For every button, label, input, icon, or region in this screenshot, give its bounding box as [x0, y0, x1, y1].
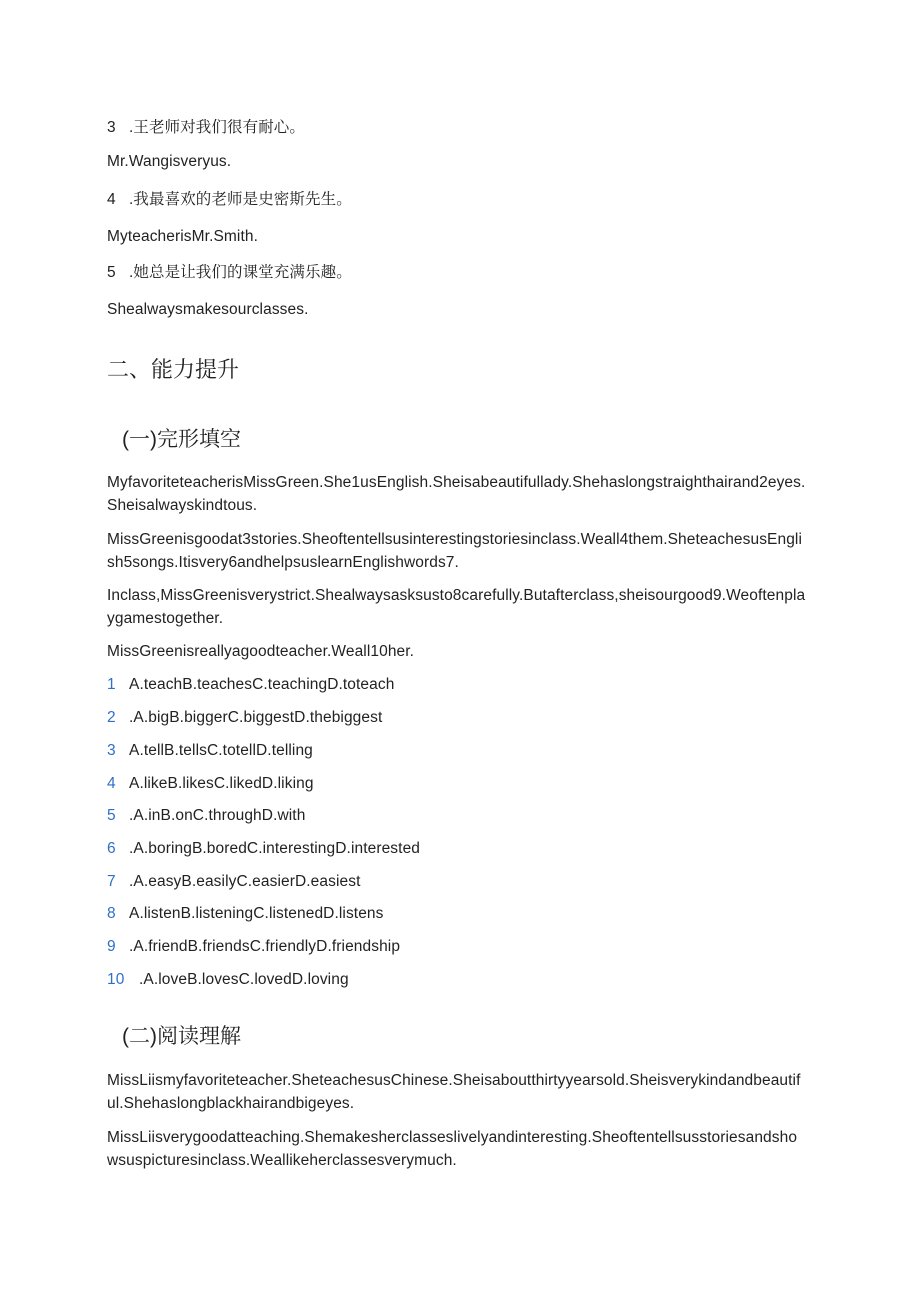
option-number: 2: [107, 709, 116, 726]
section-title: 二、能力提升: [107, 357, 240, 382]
option-row: [107, 804, 305, 827]
option-text: .A.inB.onC.throughD.with: [129, 807, 306, 824]
option-text: .A.loveB.lovesC.lovedD.loving: [139, 971, 349, 988]
translation-item-5-chinese: [107, 261, 352, 284]
option-number: 6: [107, 840, 116, 857]
option-number: 1: [107, 676, 116, 693]
option-number: 4: [107, 775, 116, 792]
option-row: [107, 772, 314, 795]
option-row: [107, 935, 400, 958]
cloze-paragraph: MyfavoriteteacherisMissGreen.She1usEnglish.Sheisabeautifullady.Shehaslongstraighthairand2eyes.Sheisalwayskindtous.: [107, 474, 806, 514]
option-number: 3: [107, 742, 116, 759]
option-number: 8: [107, 905, 116, 922]
option-text: A.teachB.teachesC.teachingD.toteach: [129, 676, 395, 693]
chinese-sentence: .她总是让我们的课堂充满乐趣。: [129, 264, 352, 281]
option-text: A.listenB.listeningC.listenedD.listens: [129, 905, 384, 922]
option-row: [107, 837, 420, 860]
option-text: .A.friendB.friendsC.friendlyD.friendship: [129, 938, 401, 955]
reading-paragraph: MissLiismyfavoriteteacher.SheteachesusChinese.Sheisaboutthirtyyearsold.Sheisverykindandbeautiful.Shehaslongblackhairandbigeyes.: [107, 1072, 801, 1112]
option-text: A.likeB.likesC.likedD.liking: [129, 775, 314, 792]
chinese-sentence: .王老师对我们很有耐心。: [129, 119, 306, 136]
option-row: [107, 902, 384, 925]
translation-item-3-chinese: [107, 116, 305, 139]
translation-item-3-english: Mr.Wangisveryus.: [107, 153, 232, 170]
translation-item-4-english: MyteacherisMr.Smith.: [107, 228, 259, 245]
item-number: 4: [107, 191, 116, 208]
chinese-sentence: .我最喜欢的老师是史密斯先生。: [129, 191, 352, 208]
option-text: .A.boringB.boredC.interestingD.interested: [129, 840, 421, 857]
cloze-paragraph: MissGreenisreallyagoodteacher.Weall10her.: [107, 643, 415, 660]
cloze-paragraph: Inclass,MissGreenisverystrict.Shealwaysasksusto8carefully.Butafterclass,sheisourgood9.Weoftenplaygamestogether.: [107, 587, 806, 627]
reading-paragraph: MissLiisverygoodatteaching.Shemakesherclasseslivelyandinteresting.Sheoftentellsusstoriesandshowsuspicturesinclass.Weallikeherclassesverymuch.: [107, 1129, 798, 1169]
option-number: 5: [107, 807, 116, 824]
option-number: 9: [107, 938, 116, 955]
option-text: A.tellB.tellsC.totellD.telling: [129, 742, 313, 759]
option-number: 7: [107, 873, 116, 890]
option-row: [107, 739, 313, 762]
option-text: .A.easyB.easilyC.easierD.easiest: [129, 873, 361, 890]
option-text: .A.bigB.biggerC.biggestD.thebiggest: [129, 709, 383, 726]
item-number: 5: [107, 264, 116, 281]
cloze-paragraph: MissGreenisgoodat3stories.Sheoftentellsusinterestingstoriesinclass.Weall4them.SheteachesusEnglish5songs.Itisvery6andhelpsuslearnEnglishwords7.: [107, 531, 803, 571]
option-row: [107, 968, 349, 991]
option-row: [107, 870, 361, 893]
cloze-title: (一)完形填空: [122, 428, 241, 451]
translation-item-4-chinese: [107, 188, 352, 211]
option-number: 10: [107, 971, 125, 988]
option-row: [107, 706, 382, 729]
item-number: 3: [107, 119, 116, 136]
translation-item-5-english: Shealwaysmakesourclasses.: [107, 301, 309, 318]
option-row: [107, 673, 394, 696]
reading-title: (二)阅读理解: [122, 1025, 241, 1048]
